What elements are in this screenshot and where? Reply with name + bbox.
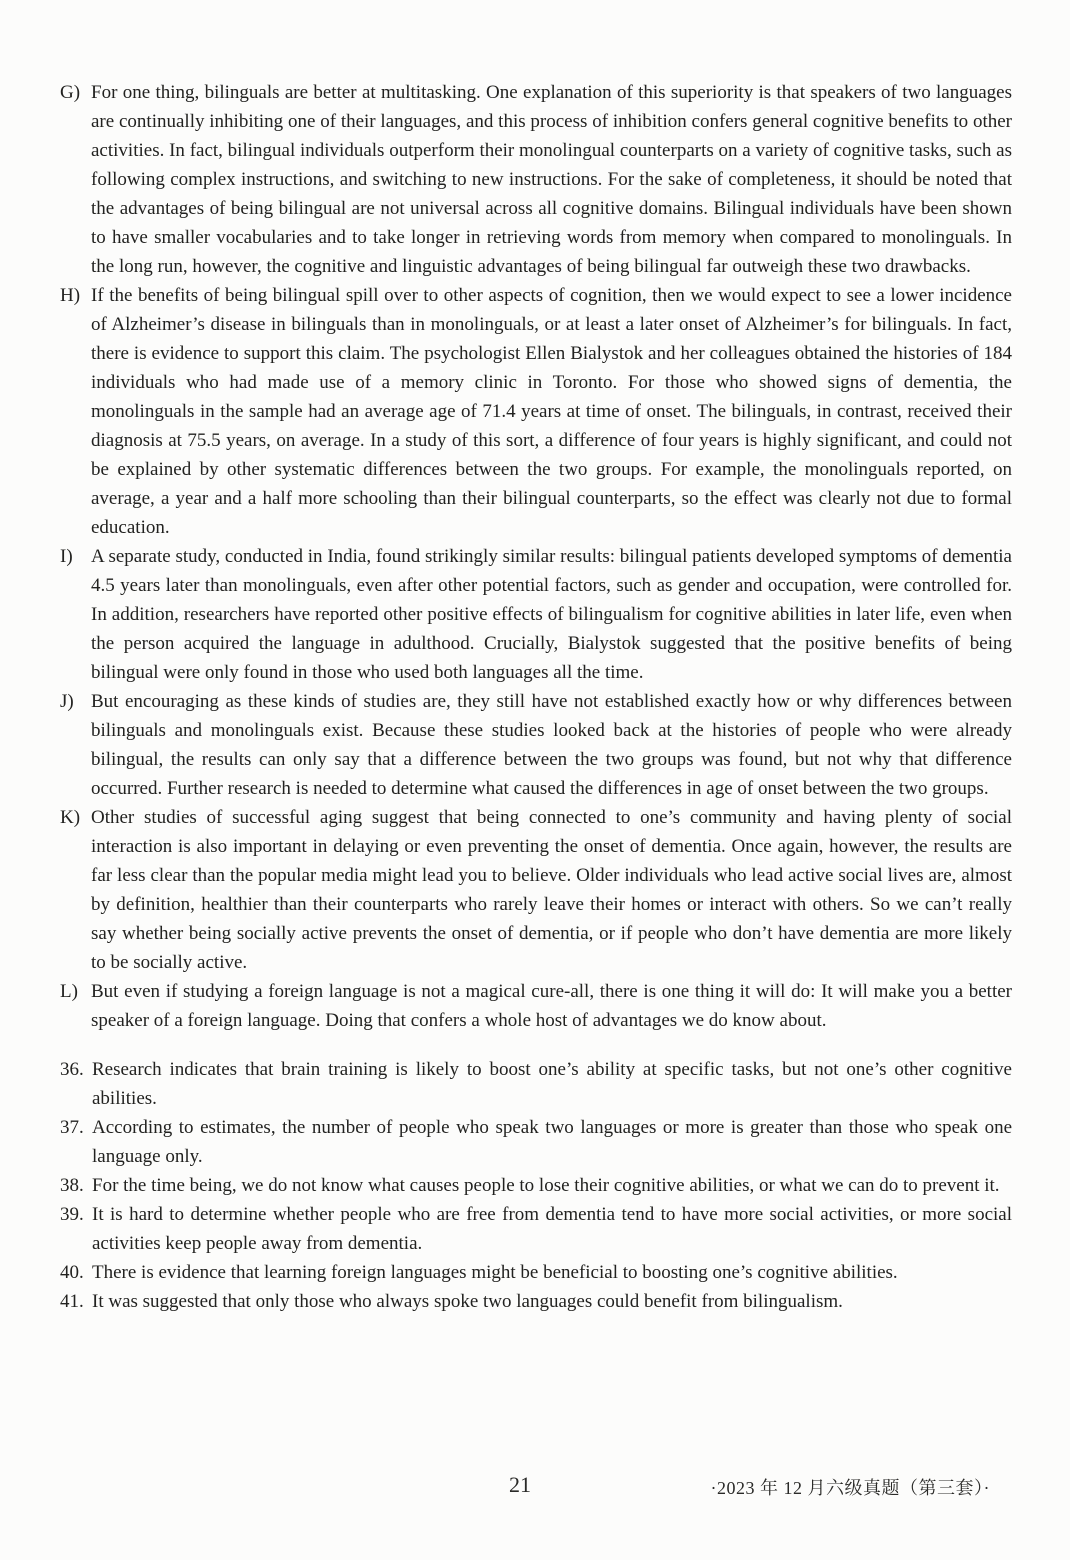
statements-list <box>60 1055 1012 1316</box>
statement-number: 39. <box>60 1204 84 1225</box>
statement-number: 37. <box>60 1117 84 1138</box>
statement-number: 41. <box>60 1291 84 1312</box>
page-number: 21 <box>509 1472 531 1497</box>
statement-text: There is evidence that learning foreign languages might be beneficial to boosting one’s cognitive abilities. <box>92 1262 898 1283</box>
paragraph-text: Other studies of successful aging suggest that being connected to one’s community and having plenty of social interaction is also important in delaying or even preventing the onset of dementia. Once again, however, the results are far less clear than the popular media might lead you to believe. Older individuals who lead active social lives are, almost by definition, healthier than their counterparts who rarely leave their homes or interact with others. So we can’t really say whether being socially active prevents the onset of dementia, or if people who don’t have dementia are more likely to be socially active. <box>91 807 1012 973</box>
statement-41 <box>60 1287 1012 1316</box>
statement-40 <box>60 1258 1012 1287</box>
paragraph-i <box>60 542 1012 687</box>
page-footer <box>0 1472 1070 1506</box>
paragraph-text: If the benefits of being bilingual spill over to other aspects of cognition, then we would expect to see a lower incidence of Alzheimer’s disease in bilinguals than in monolinguals, or at least a later onset of Alzheimer’s for bilinguals. In fact, there is evidence to support this claim. The psychologist Ellen Bialystok and her colleagues obtained the histories of 184 individuals who had made use of a memory clinic in Toronto. For those who showed signs of dementia, the monolinguals in the sample had an average age of 71.4 years at time of onset. The bilinguals, in contrast, received their diagnosis at 75.5 years, on average. In a study of this sort, a difference of four years is highly significant, and could not be explained by other systematic differences between the two groups. For example, the monolinguals reported, on average, a year and a half more schooling than their bilingual counterparts, so the effect was clearly not due to formal education. <box>91 285 1012 538</box>
paragraph-l <box>60 977 1012 1035</box>
paragraph-label: J) <box>60 691 74 712</box>
paragraph-text: A separate study, conducted in India, found strikingly similar results: bilingual patients developed symptoms of dementia 4.5 years later than monolinguals, even after other potential factors, such as gender and occupation, were controlled for. In addition, researchers have reported other positive effects of bilingualism for cognitive abilities in later life, even when the person acquired the language in adulthood. Crucially, Bialystok suggested that the positive benefits of being bilingual were only found in those who used both languages all the time. <box>91 546 1012 683</box>
statement-text: For the time being, we do not know what causes people to lose their cognitive abilities, or what we can do to prevent it. <box>92 1175 1000 1196</box>
statement-36 <box>60 1055 1012 1113</box>
paragraph-label: L) <box>60 981 78 1002</box>
statement-number: 38. <box>60 1175 84 1196</box>
statement-text: It was suggested that only those who always spoke two languages could benefit from bilingualism. <box>92 1291 843 1312</box>
statement-number: 40. <box>60 1262 84 1283</box>
statement-38 <box>60 1171 1012 1200</box>
statement-number: 36. <box>60 1059 84 1080</box>
statement-text: Research indicates that brain training is likely to boost one’s ability at specific tasks, but not one’s other cognitive abilities. <box>92 1059 1012 1109</box>
paragraph-g <box>60 78 1012 281</box>
paragraph-label: I) <box>60 546 73 567</box>
paragraph-label: K) <box>60 807 81 828</box>
statement-39 <box>60 1200 1012 1258</box>
paragraph-text: But encouraging as these kinds of studies are, they still have not established exactly how or why differences between bilinguals and monolinguals exist. Because these studies looked back at the histories of people who were already bilingual, the results can only say that a difference between the two groups was found, but not why that difference occurred. Further research is needed to determine what caused the differences in age of onset between the two groups. <box>91 691 1012 799</box>
paragraph-text: But even if studying a foreign language is not a magical cure-all, there is one thing it will do: It will make you a better speaker of a foreign language. Doing that confers a whole host of advantages we do know about. <box>91 981 1012 1031</box>
edition-note: ·2023 年 12 月六级真题（第三套）· <box>710 1478 990 1498</box>
statement-text: It is hard to determine whether people who are free from dementia tend to have more social activities, or more social activities keep people away from dementia. <box>92 1204 1012 1254</box>
statement-37 <box>60 1113 1012 1171</box>
paragraph-label: G) <box>60 82 81 103</box>
paragraph-h <box>60 281 1012 542</box>
paragraph-text: For one thing, bilinguals are better at multitasking. One explanation of this superiority is that speakers of two languages are continually inhibiting one of their languages, and this process of inhibition confers general cognitive benefits to other activities. In fact, bilingual individuals outperform their monolingual counterparts on a variety of cognitive tasks, such as following complex instructions, and switching to new instructions. For the sake of completeness, it should be noted that the advantages of being bilingual are not universal across all cognitive domains. Bilingual individuals have been shown to have smaller vocabularies and to take longer in retrieving words from memory when compared to monolinguals. In the long run, however, the cognitive and linguistic advantages of being bilingual far outweigh these two drawbacks. <box>91 82 1012 277</box>
paragraph-label: H) <box>60 285 81 306</box>
paragraph-k <box>60 803 1012 977</box>
statement-text: According to estimates, the number of people who speak two languages or more is greater than those who speak one language only. <box>92 1117 1012 1167</box>
paragraph-j <box>60 687 1012 803</box>
